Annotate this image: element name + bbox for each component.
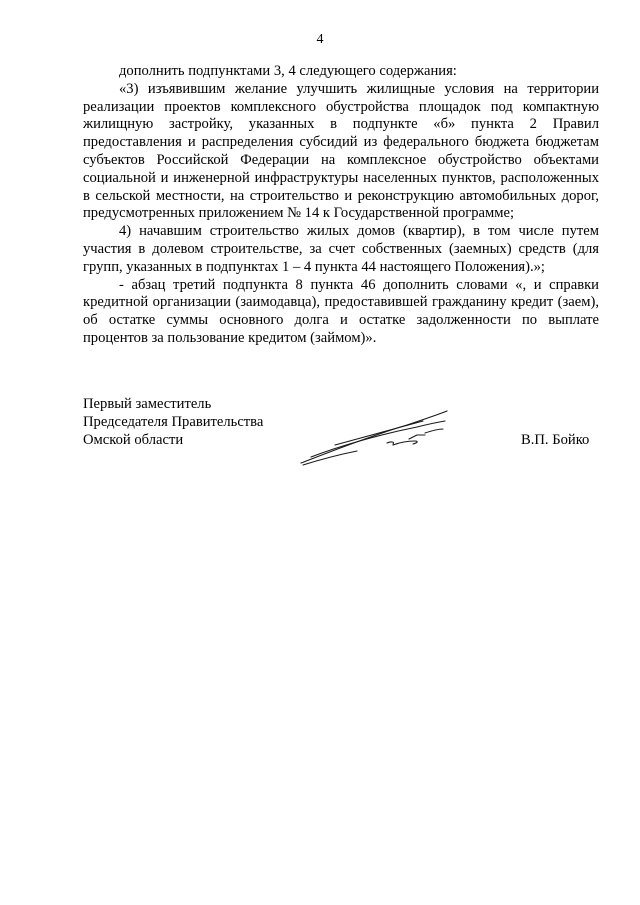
paragraph-subpoint-3: «3) изъявившим желание улучшить жилищные условия на территории реализации проектов комплексного обустройства площадок под компактную жилищную застройку, указанных в подпункте «б» пункта 2 Правил предоставления и распределения субсидий из федерального бюджета бюджетам субъектов Российской Федерации на комплексное обустройство объектами социальной и инженерной инфраструктуры населенных пунктов, расположенных в сельской местности, на строительство и реконструкцию автомобильных дорог, предусмотренных приложением № 14 к Государственной программе; (83, 80, 599, 222)
signatory-title-line-3: Омской области (83, 432, 184, 448)
signature-block (83, 395, 599, 475)
handwritten-signature (297, 405, 453, 467)
paragraph-subpoint-4: 4) начавшим строительство жилых домов (квартир), в том числе путем участия в долевом строительстве, за счет собственных (заемных) средств (для групп, указанных в подпунктах 1 – 4 пункта 44 настоящего Положения).»; (83, 223, 599, 275)
document-body (83, 63, 599, 348)
page-number: 4 (316, 32, 324, 47)
paragraph-intro: дополнить подпунктами 3, 4 следующего содержания: (119, 63, 457, 79)
signatory-name: В.П. Бойко (521, 432, 590, 448)
signatory-title-line-1: Первый заместитель (83, 396, 212, 412)
signatory-title-line-2: Председателя Правительства (83, 414, 264, 430)
paragraph-amendment: - абзац третий подпункта 8 пункта 46 дополнить словами «, и справки кредитной организации (заимодавца), предоставившей гражданину кредит (заем), об остатке суммы основного долга и остатке задолженности по выплате процентов за пользование кредитом (займом)». (83, 276, 599, 346)
